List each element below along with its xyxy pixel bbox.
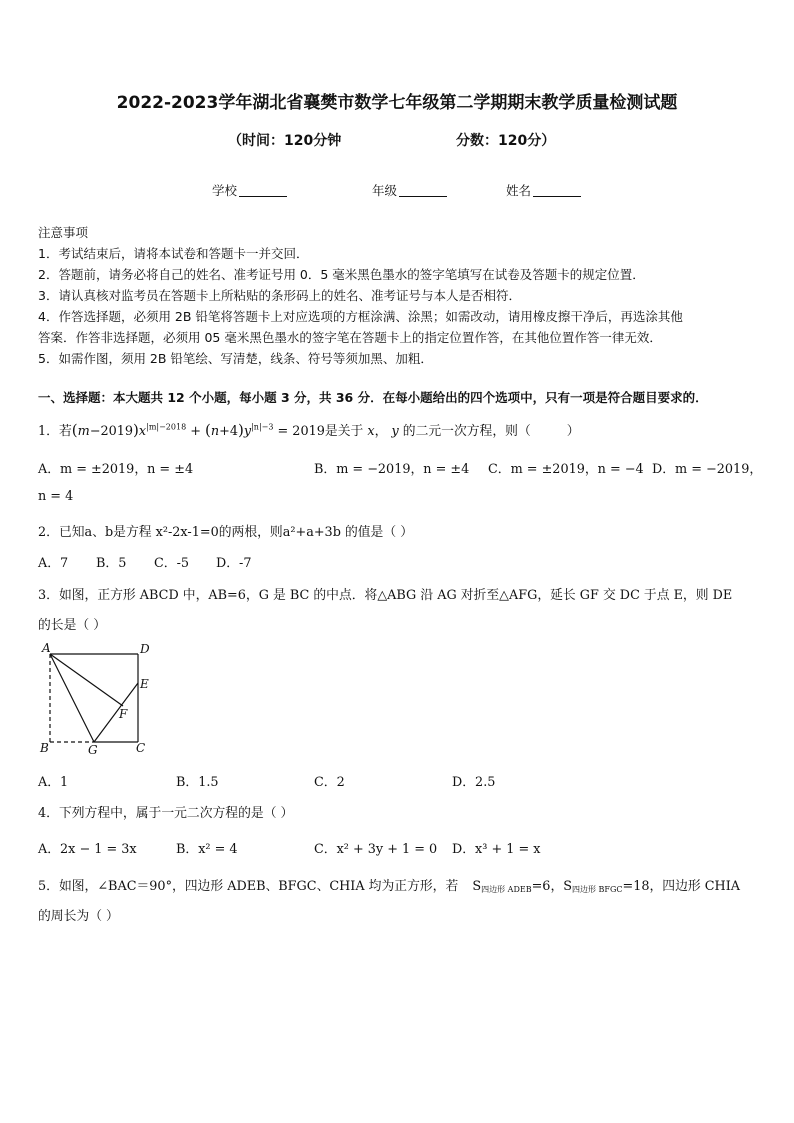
grade-field[interactable] [372, 181, 447, 199]
q4-option-d[interactable]: D．x³ + 1 = x [452, 842, 541, 857]
name-label: 姓名 [506, 183, 532, 198]
q5-text: 5．如图，∠BAC＝90°，四边形 ADEB、BFGC、CHIA 均为正方形，若 [38, 879, 459, 894]
q5-area-s1: S [472, 879, 482, 894]
exam-score: 分数：120分） [456, 133, 556, 149]
q4-option-a[interactable]: A．2x − 1 = 3x [38, 842, 137, 857]
q5-area-s2-sub: 四边形 BFGC [572, 885, 623, 894]
q1-text: 是关于 [324, 424, 364, 439]
note-item: 答案．作答非选择题，必须用 05 毫米黑色墨水的签字笔在答题卡上的指定位置作答，在其他位置作答一律无效． [38, 330, 662, 345]
q1-option-d-cont: n = 4 [38, 489, 74, 504]
q2-option-a[interactable]: A．7 [38, 556, 69, 571]
note-item: 4．作答选择题，必须用 2B 铅笔将答题卡上对应选项的方框涂满、涂黑；如需改动，请用橡皮擦干净后，再选涂其他 [38, 309, 683, 324]
q1-number: 1．若 [38, 424, 72, 439]
q1-text-2: 的二元一次方程，则（ [402, 424, 531, 439]
q1-close: ） [566, 424, 580, 439]
q3-option-a[interactable]: A．1 [38, 775, 69, 790]
question-3-line-1: 3．如图，正方形 ABCD 中，AB=6，G 是 BC 的中点．将△ABG 沿 AG 对折至△AFG，延长 GF 交 DC 于点 E，则 DE [38, 588, 733, 603]
vertex-label-b: B [40, 741, 49, 755]
q1-option-a[interactable]: A．m = ±2019，n = ±4 [38, 462, 194, 477]
q3-option-c[interactable]: C．2 [314, 775, 345, 790]
vertex-label-e: E [140, 677, 149, 691]
q5-area-s1-sub: 四边形 ADEB [481, 885, 532, 894]
q1-equation: $(m-2019)x^{|m|-2018} + (n+4)y^{|n|-3} = 2019$ [71, 421, 325, 439]
note-item: 1．考试结束后，请将本试卷和答题卡一并交回． [38, 246, 309, 261]
vertex-label-d: D [140, 642, 150, 656]
note-item: 3．请认真核对监考员在答题卡上所粘贴的条形码上的姓名、准考证号与本人是否相符． [38, 288, 521, 303]
school-blank[interactable] [239, 196, 287, 197]
q5-area-s1-value: =6，S [531, 879, 573, 894]
q2-option-c[interactable]: C．-5 [154, 556, 190, 571]
question-1: 1．若$(m-2019)x^{|m|-2018} + (n+4)y^{|n|-3} = 2019$是关于 x， y 的二元一次方程，则（ ） [38, 421, 580, 439]
school-label: 学校 [212, 183, 238, 198]
q4-option-c[interactable]: C．x² + 3y + 1 = 0 [314, 842, 438, 857]
notes-heading: 注意事项 [38, 225, 89, 240]
q5-area-s2-value: =18，四边形 CHIA [622, 879, 741, 894]
question-4: 4．下列方程中，属于一元二次方程的是（ ） [38, 806, 294, 821]
question-3-line-2: 的长是（ ） [38, 618, 107, 633]
q4-option-b[interactable]: B．x² = 4 [176, 842, 238, 857]
square-figure [36, 640, 166, 758]
note-item: 5．如需作图，须用 2B 铅笔绘、写清楚，线条、符号等须加黑、加粗． [38, 351, 433, 366]
q2-option-d[interactable]: D．-7 [216, 556, 252, 571]
vertex-label-f: F [119, 707, 128, 721]
q3-option-d[interactable]: D．2.5 [452, 775, 496, 790]
grade-label: 年级 [372, 183, 398, 198]
name-field[interactable] [506, 181, 581, 199]
name-blank[interactable] [533, 196, 581, 197]
q1-option-c[interactable]: C．m = ±2019，n = −4 [488, 462, 644, 477]
q1-option-d[interactable]: D．m = −2019， [652, 462, 763, 477]
exam-time: （时间：120分钟 [228, 133, 342, 149]
exam-notes [38, 222, 758, 369]
question-5-line-1 [38, 875, 768, 895]
q2-option-b[interactable]: B．5 [96, 556, 127, 571]
question-2: 2．已知a、b是方程 x²-2x-1=0的两根，则a²+a+3b 的值是（ ） [38, 525, 414, 540]
vertex-label-g: G [88, 743, 98, 757]
vertex-label-a: A [42, 641, 51, 655]
vertex-label-c: C [136, 741, 146, 755]
question-5-line-2: 的周长为（ ） [38, 909, 119, 924]
grade-blank[interactable] [399, 196, 447, 197]
q3-option-b[interactable]: B．1.5 [176, 775, 219, 790]
note-item: 2．答题前，请务必将自己的姓名、准考证号用 0．5 毫米黑色墨水的签字笔填写在试卷及答题卡的规定位置． [38, 267, 645, 282]
q1-option-b[interactable]: B．m = −2019，n = ±4 [314, 462, 470, 477]
section-heading: 一、选择题：本大题共 12 个小题，每小题 3 分，共 36 分．在每小题给出的四个选项中，只有一项是符合题目要求的． [38, 390, 708, 405]
exam-title: 2022-2023学年湖北省襄樊市数学七年级第二学期期末教学质量检测试题 [116, 93, 678, 113]
school-field[interactable] [212, 181, 287, 199]
